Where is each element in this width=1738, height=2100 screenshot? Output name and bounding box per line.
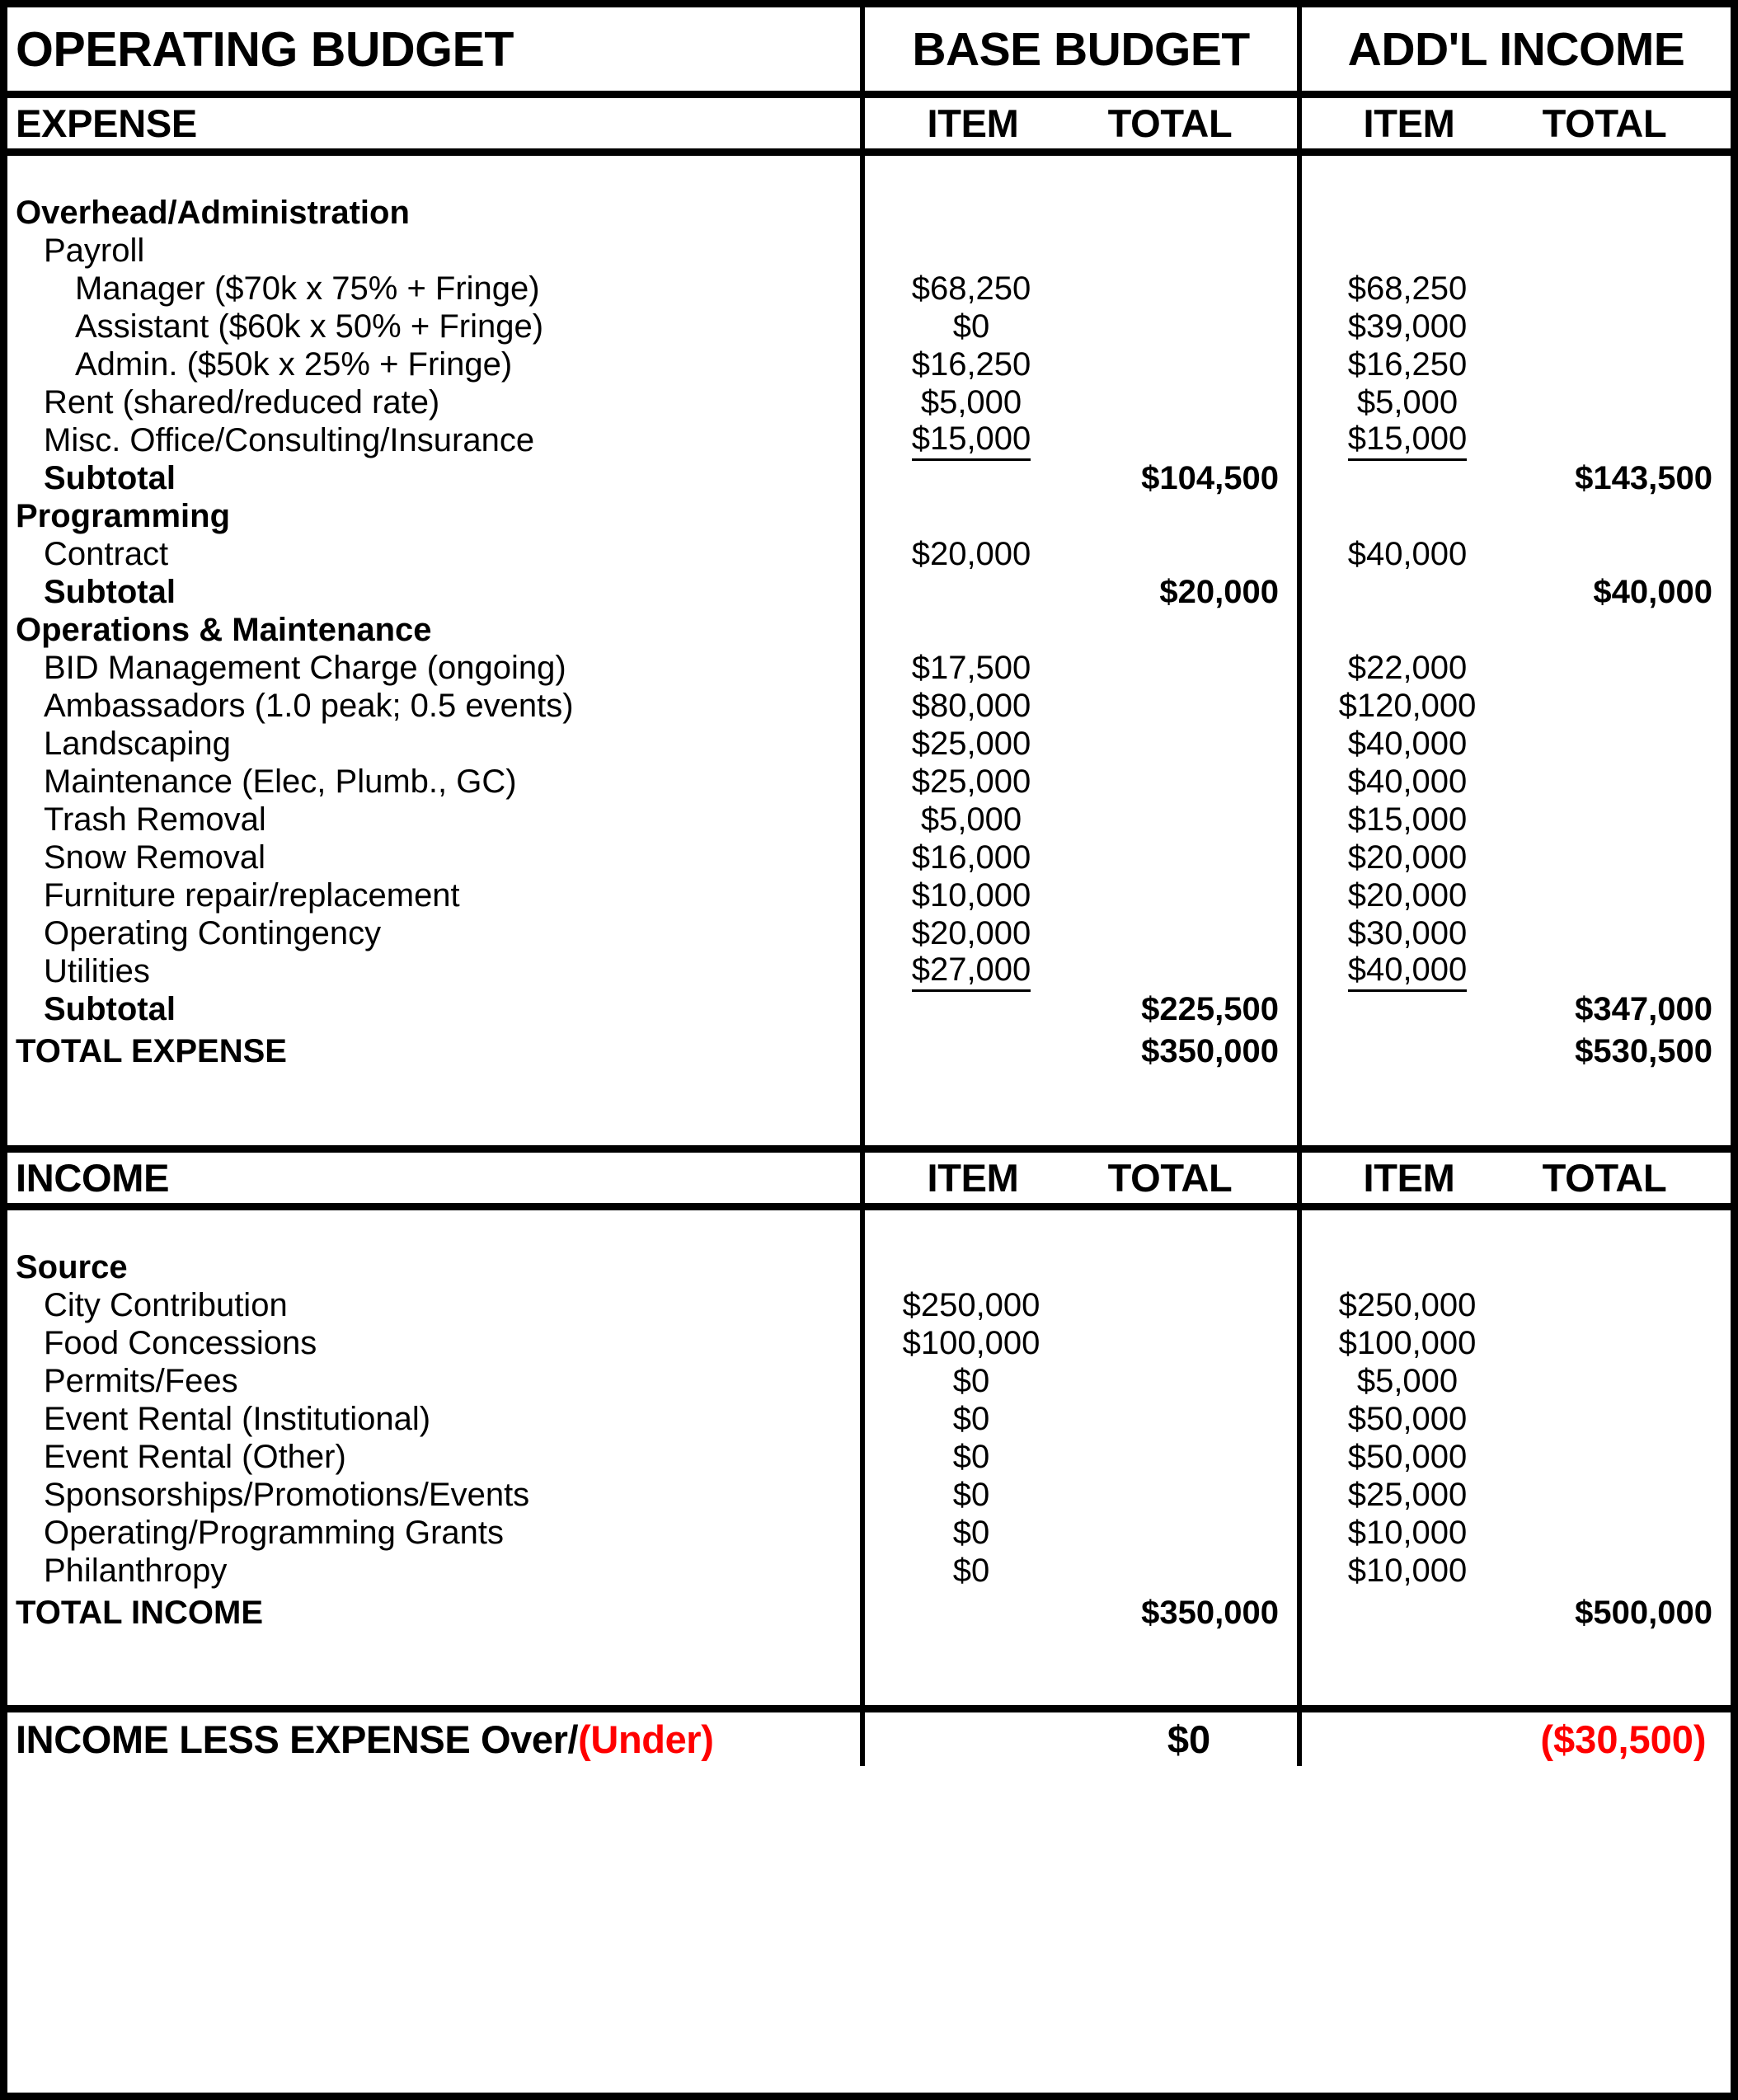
total-income-base: $350,000 [1141, 1594, 1279, 1631]
row-addl-item: $50,000 [1347, 1400, 1468, 1437]
table-row [7, 1400, 1731, 1438]
row-label: Food Concessions [44, 1324, 317, 1361]
expense-section-label: EXPENSE [16, 101, 197, 145]
expense-base-item-head: ITEM [927, 101, 1019, 145]
title-row [7, 7, 1731, 98]
row-label: Event Rental (Institutional) [44, 1400, 431, 1437]
row-label: Trash Removal [44, 801, 266, 838]
table-row [7, 270, 1731, 308]
subgroup-heading-payroll: Payroll [44, 232, 145, 269]
table-row [7, 497, 1731, 535]
total-income-addl: $500,000 [1575, 1594, 1712, 1631]
section-heading-operations: Operations & Maintenance [16, 611, 432, 648]
subtotal-row [7, 459, 1731, 497]
row-label: Furniture repair/replacement [44, 876, 460, 914]
expense-body [7, 156, 1731, 1145]
subtotal-base-total: $104,500 [1141, 459, 1279, 496]
row-addl-item: $120,000 [1338, 687, 1477, 724]
row-addl-item: $22,000 [1347, 649, 1468, 686]
expense-base-total-head: TOTAL [1107, 101, 1233, 145]
expense-addl-head [1297, 98, 1731, 148]
spacer [7, 1636, 1731, 1705]
row-addl-item: $15,000 [1347, 801, 1468, 838]
row-addl-item: $68,250 [1347, 270, 1468, 307]
table-row [7, 421, 1731, 459]
expense-addl-total-head: TOTAL [1542, 101, 1667, 145]
table-row [7, 232, 1731, 270]
row-addl-item: $16,250 [1347, 345, 1468, 383]
table-row [7, 763, 1731, 801]
row-label: Event Rental (Other) [44, 1438, 346, 1475]
row-label: Maintenance (Elec, Plumb., GC) [44, 763, 517, 800]
row-addl-item: $15,000 [1302, 420, 1516, 461]
income-less-expense-base-cell [860, 1712, 1297, 1766]
row-label: Assistant ($60k x 50% + Fringe) [75, 308, 544, 345]
row-base-item: $0 [952, 1362, 990, 1399]
total-income-label: TOTAL INCOME [16, 1594, 263, 1631]
subtotal-label: Subtotal [44, 573, 176, 610]
table-row [7, 194, 1731, 232]
total-expense-base: $350,000 [1141, 1032, 1279, 1069]
income-less-expense-row [7, 1705, 1731, 1766]
column-header-base-budget [860, 7, 1297, 91]
row-base-item: $25,000 [911, 725, 1031, 762]
row-base-item: $0 [952, 1514, 990, 1551]
subtotal-addl-total: $347,000 [1575, 990, 1712, 1027]
page-title: OPERATING BUDGET [16, 21, 514, 77]
row-base-item: $25,000 [911, 763, 1031, 800]
row-label: BID Management Charge (ongoing) [44, 649, 566, 686]
row-base-item: $17,500 [911, 649, 1031, 686]
row-base-item: $20,000 [911, 535, 1031, 572]
subtotal-row [7, 990, 1731, 1028]
row-base-item: $0 [952, 1400, 990, 1437]
income-less-expense-addl-cell [1297, 1712, 1731, 1766]
table-row [7, 1514, 1731, 1552]
row-base-item: $10,000 [911, 876, 1031, 914]
income-section-label: INCOME [16, 1156, 170, 1200]
table-row [7, 611, 1731, 649]
row-label: Operating/Programming Grants [44, 1514, 505, 1551]
subtotal-addl-total: $143,500 [1575, 459, 1712, 496]
column-header-addl-income-label: ADD'L INCOME [1347, 22, 1685, 76]
table-row [7, 801, 1731, 839]
row-label: Misc. Office/Consulting/Insurance [44, 421, 535, 458]
table-row [7, 914, 1731, 952]
income-less-expense-addl-value: ($30,500) [1540, 1717, 1707, 1761]
income-base-total-head: TOTAL [1107, 1156, 1233, 1200]
row-base-item: $80,000 [911, 687, 1031, 724]
row-label: City Contribution [44, 1286, 288, 1323]
row-base-item: $16,250 [911, 345, 1031, 383]
row-label: Rent (shared/reduced rate) [44, 383, 440, 420]
row-base-item: $5,000 [920, 801, 1022, 838]
row-addl-item: $25,000 [1347, 1476, 1468, 1513]
row-label: Snow Removal [44, 839, 266, 876]
row-label: Permits/Fees [44, 1362, 238, 1399]
table-row [7, 345, 1731, 383]
row-base-item: $0 [952, 1476, 990, 1513]
row-base-item: $100,000 [902, 1324, 1040, 1361]
income-less-expense-label-black: INCOME LESS EXPENSE Over/ [16, 1717, 579, 1761]
row-base-item: $27,000 [865, 951, 1081, 992]
income-addl-head [1297, 1153, 1731, 1203]
expense-base-head [860, 98, 1297, 148]
income-less-expense-label-under: (Under) [578, 1717, 714, 1761]
row-label: Sponsorships/Promotions/Events [44, 1476, 530, 1513]
subtotal-label: Subtotal [44, 990, 176, 1027]
table-row [7, 952, 1731, 990]
row-addl-item: $30,000 [1347, 914, 1468, 951]
income-addl-total-head: TOTAL [1542, 1156, 1667, 1200]
section-divider [7, 1145, 1731, 1153]
row-base-item: $0 [952, 1438, 990, 1475]
section-heading-programming: Programming [16, 497, 231, 534]
row-addl-item: $10,000 [1347, 1552, 1468, 1589]
table-row [7, 687, 1731, 725]
expense-addl-item-head: ITEM [1363, 101, 1455, 145]
row-label: Admin. ($50k x 25% + Fringe) [75, 345, 513, 383]
row-addl-item: $10,000 [1347, 1514, 1468, 1551]
row-label: Ambassadors (1.0 peak; 0.5 events) [44, 687, 574, 724]
row-addl-item: $40,000 [1347, 763, 1468, 800]
row-base-item: $0 [952, 1552, 990, 1589]
row-addl-item: $40,000 [1347, 535, 1468, 572]
row-base-item: $15,000 [865, 420, 1081, 461]
table-row [7, 1438, 1731, 1476]
income-body [7, 1210, 1731, 1705]
table-row [7, 1362, 1731, 1400]
table-row [7, 308, 1731, 345]
row-addl-item: $5,000 [1356, 1362, 1459, 1399]
row-base-item: $5,000 [920, 383, 1022, 420]
total-expense-row [7, 1028, 1731, 1074]
section-heading-source: Source [16, 1248, 128, 1285]
spacer [7, 1074, 1731, 1145]
row-addl-item: $39,000 [1347, 308, 1468, 345]
row-addl-item: $20,000 [1347, 876, 1468, 914]
income-addl-item-head: ITEM [1363, 1156, 1455, 1200]
column-header-base-budget-label: BASE BUDGET [912, 22, 1250, 76]
income-less-expense-base-value: $0 [1167, 1717, 1211, 1761]
row-addl-item: $100,000 [1338, 1324, 1477, 1361]
table-row [7, 1476, 1731, 1514]
subtotal-addl-total: $40,000 [1593, 573, 1712, 610]
row-addl-item: $40,000 [1302, 951, 1516, 992]
row-addl-item: $250,000 [1338, 1286, 1477, 1323]
total-income-row [7, 1590, 1731, 1636]
spacer [7, 156, 1731, 194]
column-header-addl-income [1297, 7, 1731, 91]
row-label: Operating Contingency [44, 914, 382, 951]
row-addl-item: $20,000 [1347, 839, 1468, 876]
row-label: Manager ($70k x 75% + Fringe) [75, 270, 540, 307]
table-row [7, 383, 1731, 421]
table-row [7, 535, 1731, 573]
row-base-item: $16,000 [911, 839, 1031, 876]
row-addl-item: $40,000 [1347, 725, 1468, 762]
subtotal-base-total: $20,000 [1159, 573, 1279, 610]
table-row [7, 839, 1731, 876]
table-row [7, 649, 1731, 687]
income-base-item-head: ITEM [927, 1156, 1019, 1200]
row-base-item: $0 [952, 308, 990, 345]
expense-column-head-row [7, 98, 1731, 156]
income-base-head [860, 1153, 1297, 1203]
total-expense-label: TOTAL EXPENSE [16, 1032, 287, 1069]
section-heading-overhead: Overhead/Administration [16, 194, 410, 231]
table-row [7, 876, 1731, 914]
subtotal-base-total: $225,500 [1141, 990, 1279, 1027]
table-row [7, 1248, 1731, 1286]
table-row [7, 1286, 1731, 1324]
table-row [7, 725, 1731, 763]
row-addl-item: $5,000 [1356, 383, 1459, 420]
row-addl-item: $50,000 [1347, 1438, 1468, 1475]
row-base-item: $20,000 [911, 914, 1031, 951]
row-label: Contract [44, 535, 169, 572]
subtotal-row [7, 573, 1731, 611]
row-label: Philanthropy [44, 1552, 228, 1589]
row-label: Utilities [44, 952, 150, 989]
total-expense-addl: $530,500 [1575, 1032, 1712, 1069]
spacer [7, 1210, 1731, 1248]
row-label: Landscaping [44, 725, 231, 762]
row-base-item: $68,250 [911, 270, 1031, 307]
table-row [7, 1324, 1731, 1362]
income-column-head-row [7, 1153, 1731, 1210]
row-base-item: $250,000 [902, 1286, 1040, 1323]
subtotal-label: Subtotal [44, 459, 176, 496]
income-less-expense-label [7, 1717, 860, 1762]
table-row [7, 1552, 1731, 1590]
